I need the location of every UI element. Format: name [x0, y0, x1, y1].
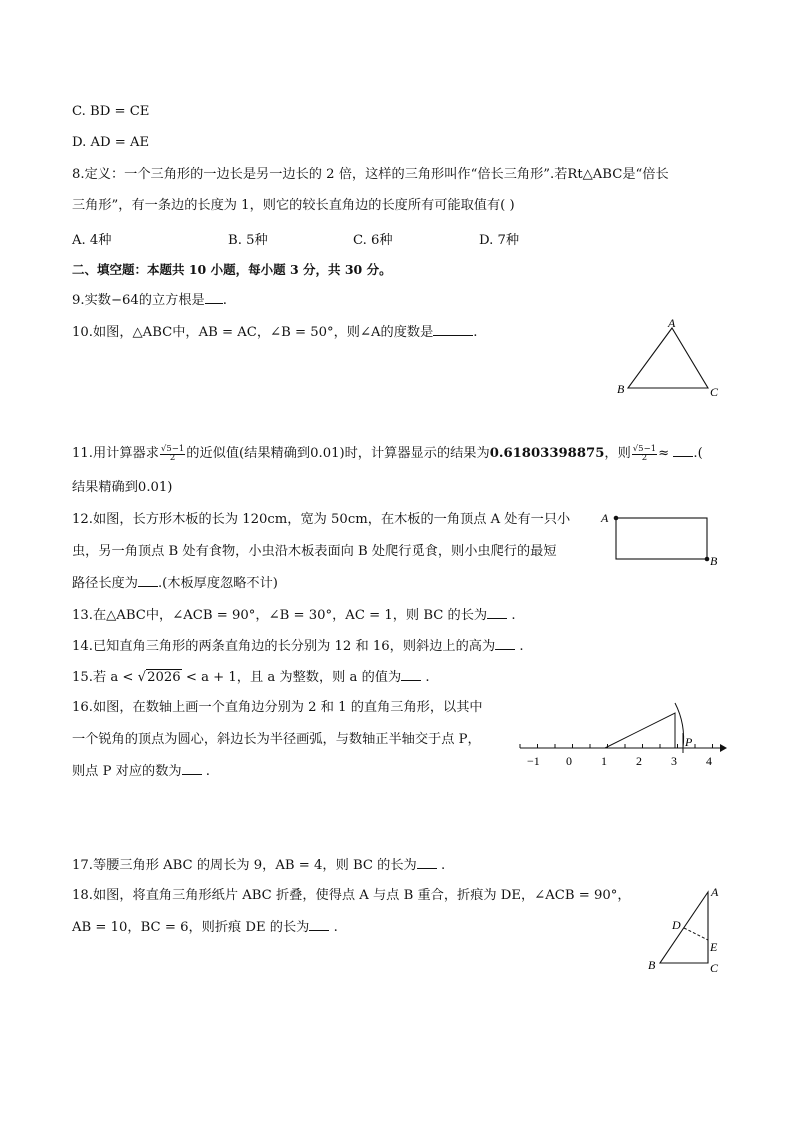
tick-label: 3 — [671, 754, 677, 768]
q10 — [72, 323, 478, 342]
q8-line1: 8.定义：一个三角形的一边长是另一边长的 2 倍，这样的三角形叫作“倍长三角形”.若Rt△ABC是“倍长 — [72, 167, 669, 182]
q15-end: . — [425, 670, 430, 685]
option-c: C. BD = CE — [72, 104, 150, 119]
q11-text-2: 的近似值(结果精确到0.01)时，计算器显示的结果为 — [186, 446, 490, 461]
option-d: D. AD = AE — [72, 135, 150, 150]
q11-line1 — [72, 444, 703, 463]
answer-blank — [495, 637, 515, 650]
q11-text-3: ，则 — [604, 446, 631, 461]
label-c: C — [710, 961, 719, 975]
q18-end: . — [333, 920, 338, 935]
label-p: P — [685, 735, 693, 749]
tick-label: 4 — [706, 754, 712, 768]
tick-label: −1 — [527, 754, 540, 768]
calculator-value: 0.61803398875 — [489, 446, 605, 461]
q9 — [72, 291, 227, 310]
q13 — [72, 606, 516, 625]
answer-blank — [487, 606, 507, 619]
tick-label: 1 — [601, 754, 607, 768]
point-a — [614, 516, 619, 521]
q10-text: 10.如图，△ABC中，AB = AC，∠B = 50°，则∠A的度数是 — [72, 325, 434, 340]
arc — [675, 703, 684, 748]
q10-end: . — [473, 325, 478, 340]
answer-blank — [401, 668, 421, 681]
fraction-denominator: 2 — [641, 452, 648, 463]
axis-arrow-icon — [720, 744, 727, 752]
label-b: B — [617, 382, 625, 396]
answer-blank — [673, 444, 693, 457]
q17 — [72, 856, 445, 875]
label-b: B — [648, 958, 656, 972]
q12-line3 — [72, 574, 278, 593]
q9-text: 9.实数−64的立方根是 — [72, 293, 205, 308]
q18-line2 — [72, 918, 338, 937]
answer-blank — [138, 574, 158, 587]
answer-blank — [309, 918, 329, 931]
q14 — [72, 637, 524, 656]
label-c: C — [710, 385, 719, 399]
q11-end: .( — [693, 446, 703, 461]
q16-line1: 16.如图，在数轴上画一个直角边分别为 2 和 1 的直角三角形，以其中 — [72, 700, 483, 715]
q8-option-b: B. 5种 — [228, 233, 268, 248]
q12-rectangle-figure — [596, 508, 726, 570]
q10-triangle-figure — [610, 316, 730, 400]
q17-end: . — [440, 858, 446, 873]
label-d: D — [672, 918, 681, 932]
tick-label: 2 — [636, 754, 642, 768]
triangle-abc — [628, 328, 708, 388]
q9-end: . — [222, 293, 227, 308]
answer-blank — [433, 323, 473, 336]
q15-text-2: < a + 1，且 a 为整数，则 a 的值为 — [185, 670, 402, 685]
q8-option-d: D. 7种 — [479, 233, 520, 248]
label-a: A — [601, 511, 609, 525]
radicand: 2026 — [147, 670, 181, 685]
tick-label: 0 — [566, 754, 572, 768]
q14-end: . — [519, 639, 524, 654]
fraction-numerator: √5−1 — [160, 443, 185, 454]
answer-blank — [182, 762, 202, 775]
q12-line2: 虫，另一角顶点 B 处有食物，小虫沿木板表面向 B 处爬行觅食，则小虫爬行的最短 — [72, 544, 557, 559]
q11-text: 11.用计算器求 — [72, 446, 159, 461]
point-b — [705, 557, 710, 562]
label-a: A — [711, 885, 719, 899]
fraction — [160, 445, 185, 463]
q18-line1: 18.如图，将直角三角形纸片 ABC 折叠，使得点 A 与点 B 重合，折痕为 DE，∠ACB = 90°， — [72, 888, 631, 903]
label-b: B — [710, 554, 718, 568]
q12-end: .(木板厚度忽略不计) — [157, 576, 278, 591]
label-a: A — [668, 316, 676, 330]
approx-sign: ≈ — [658, 446, 670, 461]
q13-end: . — [511, 608, 516, 623]
label-e: E — [710, 940, 718, 954]
fraction-numerator: √5−1 — [632, 443, 657, 454]
q15-text: 15.若 a < — [72, 670, 134, 685]
answer-blank — [417, 856, 437, 869]
q18-fold-figure — [640, 880, 740, 980]
q14-text: 14.已知直角三角形的两条直角边的长分别为 12 和 16，则斜边上的高为 — [72, 639, 496, 654]
q18-text: AB = 10，BC = 6，则折痕 DE 的长为 — [72, 920, 310, 935]
fold-line-de — [684, 928, 708, 940]
q12-text: 路径长度为 — [72, 576, 138, 591]
answer-blank — [205, 291, 223, 304]
fraction — [632, 445, 657, 463]
q12-line1: 12.如图，长方形木板的长为 120cm，宽为 50cm，在木板的一角顶点 A 处有一只小 — [72, 512, 571, 527]
fraction-denominator: 2 — [169, 452, 176, 463]
q16-line3 — [72, 762, 210, 781]
board-rectangle — [616, 518, 707, 559]
right-triangle — [605, 713, 675, 748]
q8-line2: 三角形”，有一条边的长度为 1，则它的较长直角边的长度所有可能取值有( ) — [72, 198, 515, 213]
q17-text: 17.等腰三角形 ABC 的周长为 9，AB = 4，则 BC 的长为 — [72, 858, 417, 873]
q8-option-c: C. 6种 — [353, 233, 393, 248]
q16-end: . — [205, 764, 210, 779]
section-heading: 二、填空题：本题共 10 小题，每小题 3 分，共 30 分。 — [72, 262, 392, 277]
q11-line2: 结果精确到0.01) — [72, 480, 173, 495]
q16-text: 则点 P 对应的数为 — [72, 764, 182, 779]
q8-option-a: A. 4种 — [72, 233, 112, 248]
q15: 15.若 a < √2026 < a + 1，且 a 为整数，则 a 的值为 . — [72, 670, 430, 685]
triangle-abc — [660, 892, 708, 963]
q16-number-line-figure — [515, 695, 755, 770]
q16-line2: 一个锐角的顶点为圆心，斜边长为半径画弧，与数轴正半轴交于点 P， — [72, 732, 481, 747]
q13-text: 13.在△ABC中，∠ACB = 90°，∠B = 30°，AC = 1，则 BC 的长为 — [72, 608, 488, 623]
